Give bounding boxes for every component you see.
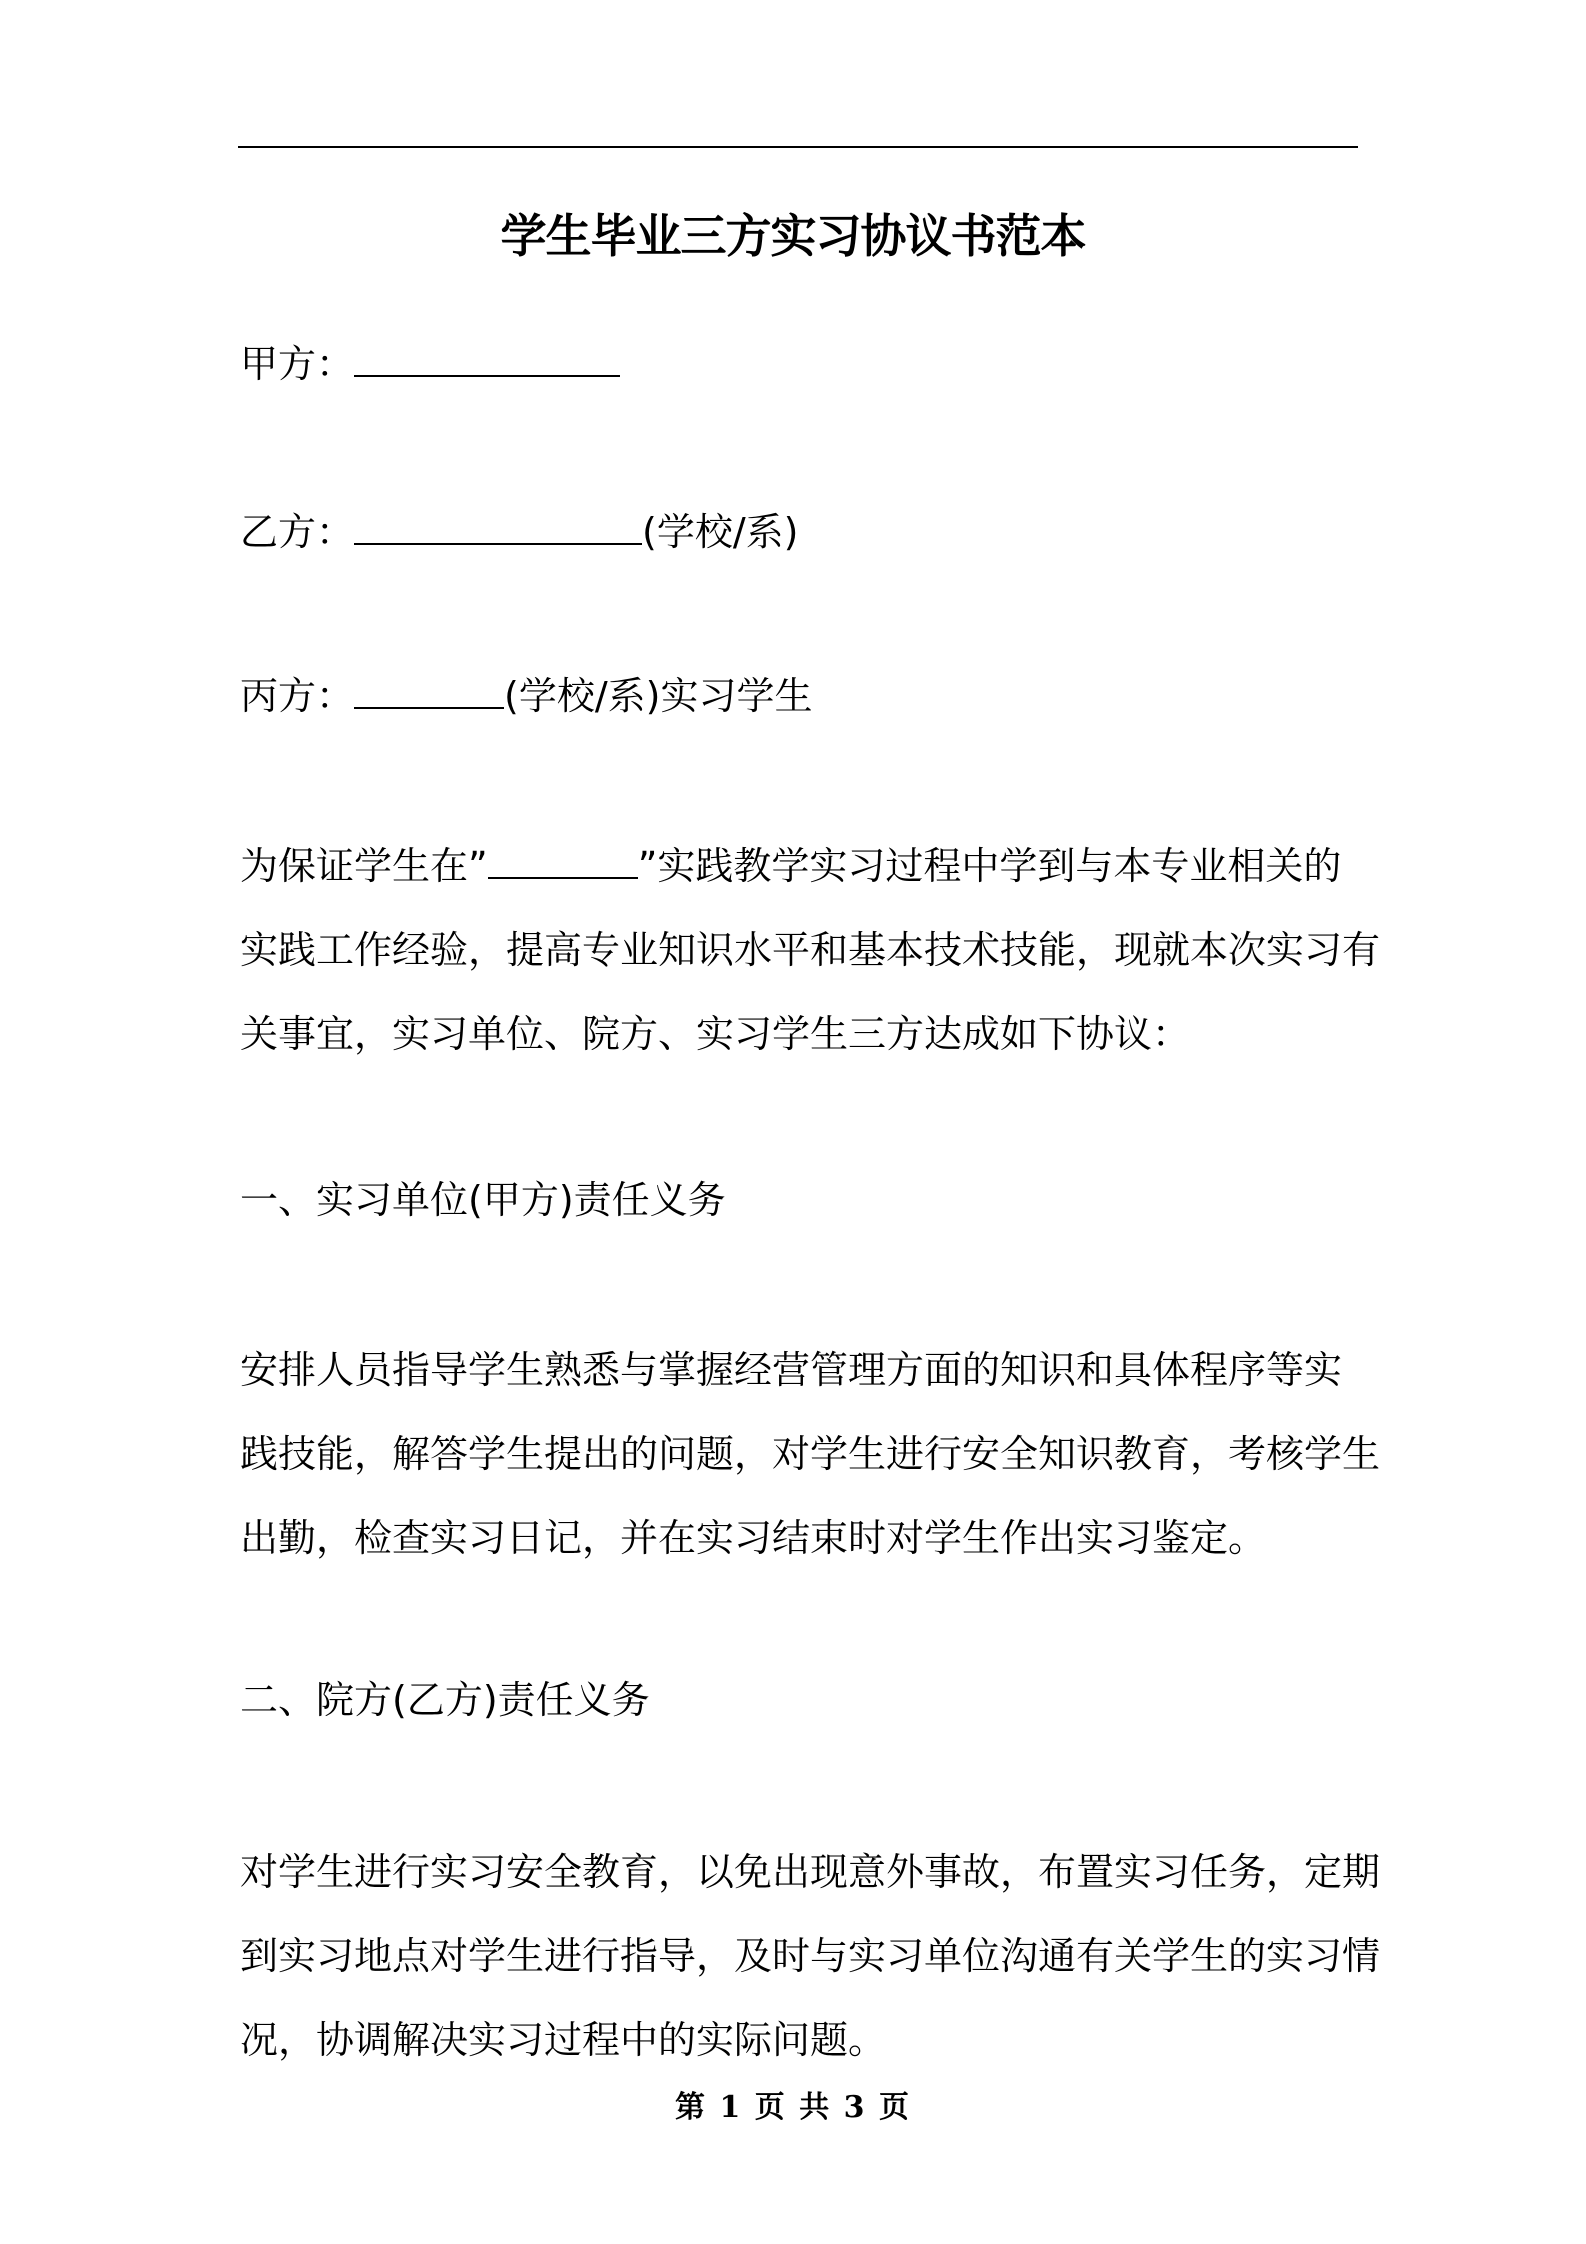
section-2-line: 到实习地点对学生进行指导，及时与实习单位沟通有关学生的实习情 <box>240 1934 1381 1978</box>
party-c-label: 丙方： <box>240 674 355 718</box>
party-c-blank <box>354 673 504 709</box>
intro-blank <box>488 845 638 879</box>
section-2-line: 对学生进行实习安全教育，以免出现意外事故，布置实习任务，定期 <box>240 1850 1381 1894</box>
party-c-line <box>240 672 812 720</box>
intro-line-2: 实践工作经验，提高专业知识水平和基本技术技能，现就本次实习有 <box>240 928 1381 972</box>
page-number: 第 1 页 共 3 页 <box>675 2090 911 2125</box>
section-1-line: 践技能，解答学生提出的问题，对学生进行安全知识教育，考核学生 <box>240 1432 1381 1476</box>
section-1-line: 安排人员指导学生熟悉与掌握经营管理方面的知识和具体程序等实 <box>240 1348 1343 1392</box>
party-a-label: 甲方： <box>240 342 355 386</box>
party-b-suffix: (学校/系) <box>642 510 799 554</box>
section-2-body <box>240 1830 1381 2082</box>
party-a-blank <box>354 341 620 377</box>
party-c-suffix: (学校/系)实习学生 <box>504 674 813 718</box>
party-b-line <box>240 508 798 556</box>
section-1-body <box>240 1328 1381 1580</box>
section-1-line: 出勤，检查实习日记，并在实习结束时对学生作出实习鉴定。 <box>240 1516 1267 1560</box>
header-rule <box>238 146 1358 148</box>
intro-prefix: 为保证学生在” <box>240 844 488 888</box>
intro-paragraph <box>240 824 1381 1076</box>
party-b-blank <box>354 509 642 545</box>
section-2-heading: 二、院方(乙方)责任义务 <box>240 1678 650 1722</box>
intro-suffix: ”实践教学实习过程中学到与本专业相关的 <box>637 844 1342 888</box>
intro-line-1 <box>240 824 1360 908</box>
party-a-line <box>240 340 620 388</box>
section-1-heading: 一、实习单位(甲方)责任义务 <box>240 1178 726 1222</box>
section-2-line: 况，协调解决实习过程中的实际问题。 <box>240 2018 887 2062</box>
document-title: 学生毕业三方实习协议书范本 <box>500 209 1086 263</box>
party-b-label: 乙方： <box>240 510 355 554</box>
intro-line-3: 关事宜，实习单位、院方、实习学生三方达成如下协议： <box>240 1012 1191 1056</box>
